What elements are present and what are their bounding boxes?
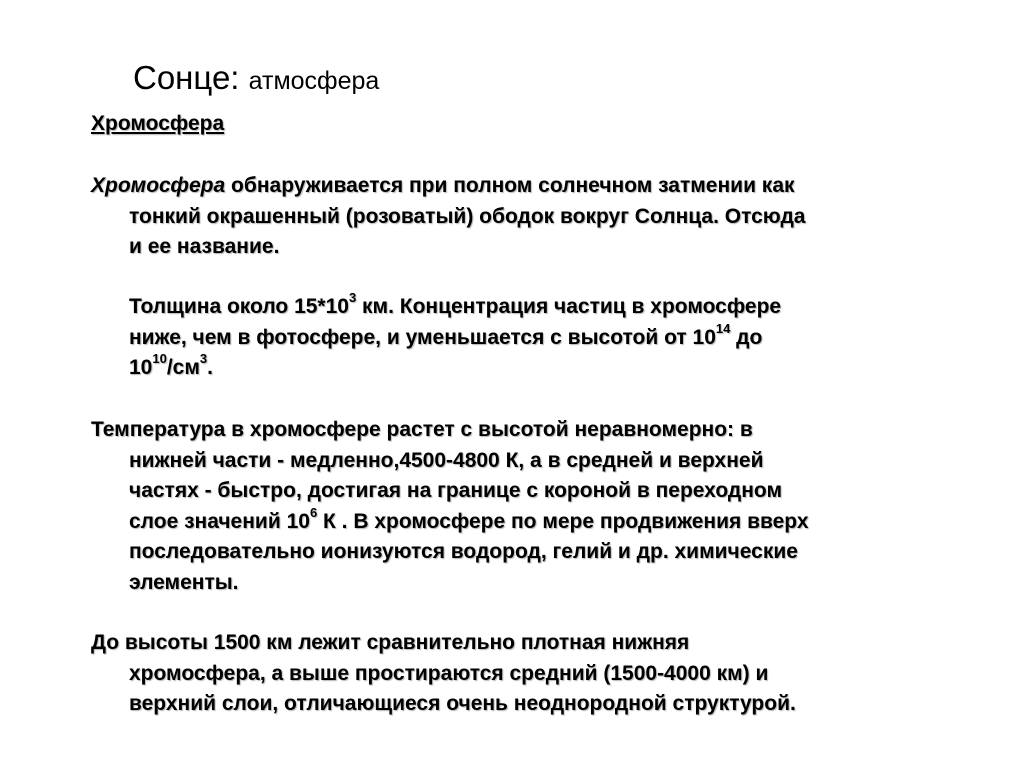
text-run: обнаруживается при полном солнечном затмении как	[231, 174, 795, 197]
paragraph-line	[91, 320, 971, 354]
paragraph-temperature	[91, 415, 971, 598]
paragraph-line	[91, 202, 971, 233]
paragraph-line	[91, 659, 971, 690]
slide-title	[133, 56, 379, 103]
paragraph-definition	[91, 171, 971, 263]
paragraph-line	[91, 504, 971, 538]
text-run: до	[730, 325, 763, 349]
text-run: км. Концентрация частиц в хромосфере	[356, 295, 782, 318]
term-chromosphere: Хромосфера	[91, 174, 226, 197]
paragraph-line	[91, 353, 971, 384]
text-run: нижней части - медленно,4500-4800 К, а в средней и верхней	[129, 448, 764, 472]
paragraph-line	[91, 476, 971, 507]
paragraph-thickness	[91, 292, 971, 384]
superscript: 3	[348, 290, 357, 305]
text-run: Толщина около 15*10	[129, 295, 349, 318]
paragraph-line	[91, 446, 971, 477]
slide-title-main: Сонце:	[133, 59, 240, 96]
paragraph-layers	[91, 628, 971, 720]
superscript: 10	[152, 351, 167, 366]
text-run: Температура в хромосфере растет с высотой неравномерно: в	[91, 418, 753, 441]
paragraph-line	[91, 232, 971, 263]
text-run: 10	[129, 356, 153, 379]
text-run: хромосфера, а выше простираются средний (1500-4000 км) и	[129, 661, 769, 685]
paragraph-line	[91, 415, 971, 446]
text-run: частях - быстро, достигая на границе с короной в переходном	[129, 479, 782, 502]
text-run: и ее название.	[129, 235, 280, 258]
superscript: 6	[309, 504, 318, 520]
slide-title-sub: атмосфера	[248, 67, 380, 95]
text-run: элементы.	[129, 570, 239, 594]
paragraph-line	[91, 568, 971, 599]
text-run: тонкий окрашенный (розоватый) ободок вокруг Солнца. Отсюда	[129, 204, 806, 228]
text-run: .	[207, 356, 213, 379]
paragraph-line	[91, 171, 971, 202]
paragraph-line	[91, 292, 971, 323]
text-run: До высоты 1500 км лежит сравнительно плотная нижняя	[91, 631, 690, 654]
superscript: 3	[199, 351, 208, 366]
text-run: /см	[166, 356, 200, 379]
superscript: 14	[715, 320, 731, 336]
text-run: слое значений 10	[129, 509, 310, 533]
section-heading: Хромосфера	[91, 112, 225, 135]
text-run: ниже, чем в фотосфере, и уменьшается с высотой от 10	[129, 325, 716, 349]
text-run: верхний слои, отличающиеся очень неоднородной структурой.	[129, 692, 796, 715]
paragraph-line	[91, 689, 971, 720]
paragraph-line	[91, 628, 971, 659]
text-run: последовательно ионизуются водород, гелий и др. химические	[129, 540, 798, 563]
paragraph-line	[91, 537, 971, 568]
text-run: К . В хромосфере по мере продвижения вверх	[317, 509, 809, 533]
